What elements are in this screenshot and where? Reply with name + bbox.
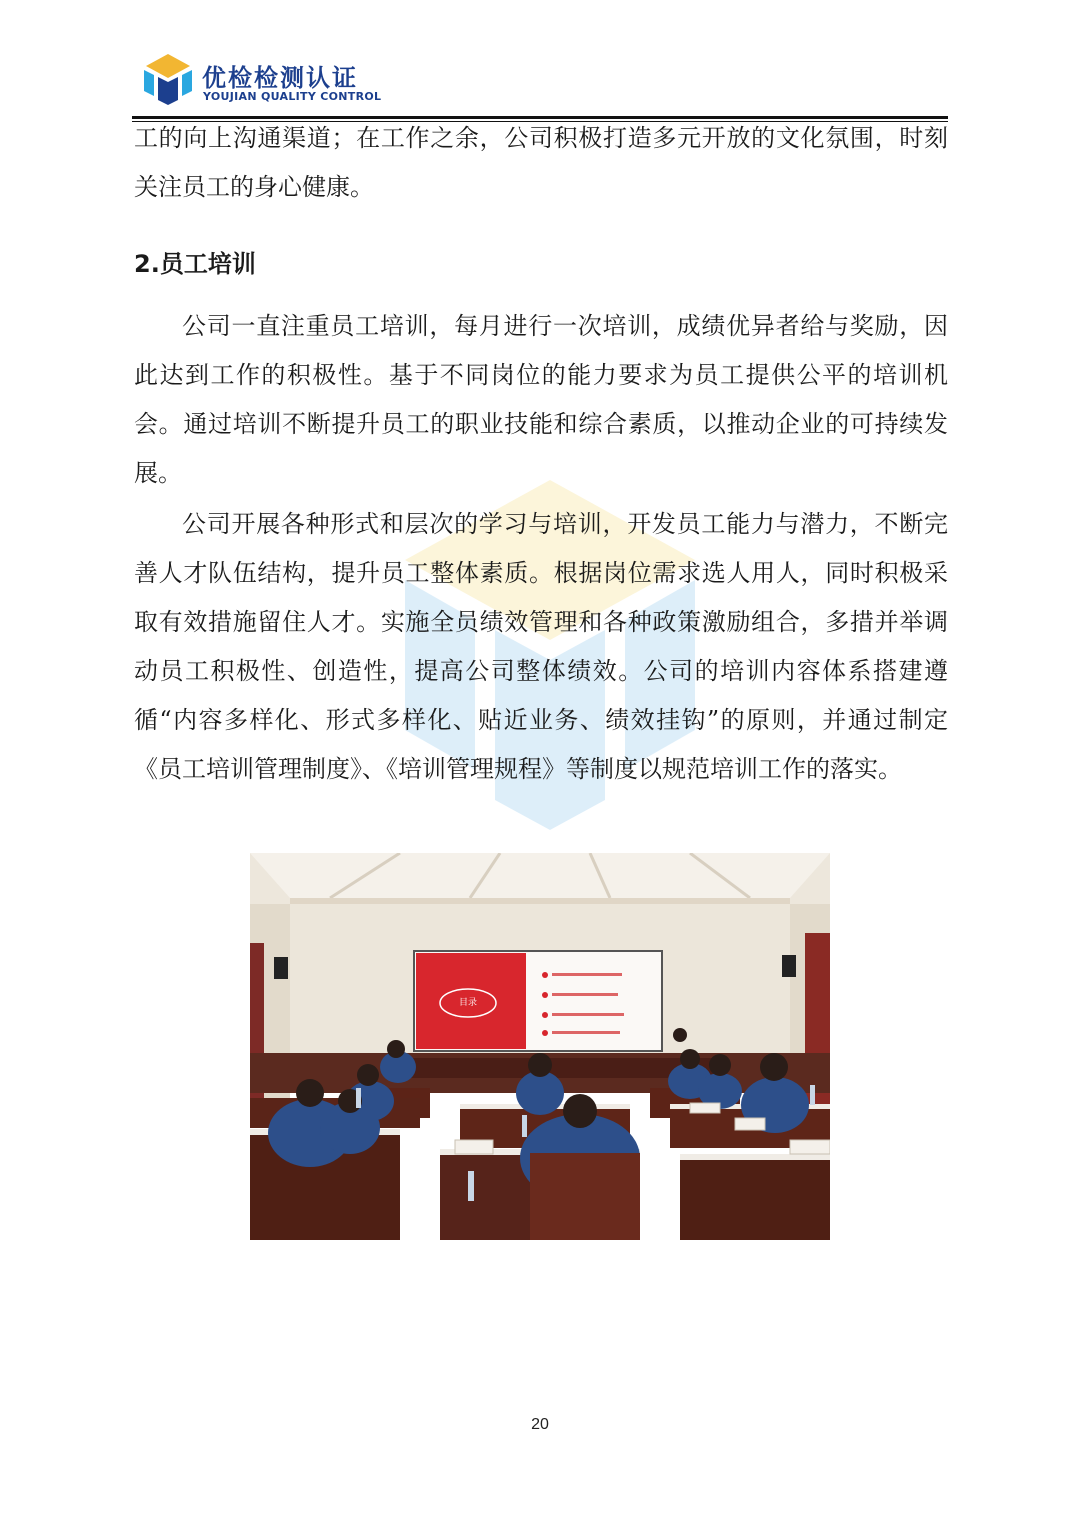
brand-name-cn: 优检检测认证 <box>202 64 358 92</box>
section-title: 2.员工培训 <box>134 250 256 278</box>
paragraph-training-2: 公司开展各种形式和层次的学习与培训，开发员工能力与潜力，不断完善人才队伍结构，提升员工整体素质。根据岗位需求选人用人，同时积极采取有效措施留住人才。实施全员绩效管理和各种政策激励组合，多措并举调动员工积极性、创造性，提高公司整体绩效。公司的培训内容体系搭建遵循“内容多样化、形式多样化、贴近业务、绩效挂钩”的原则，并通过制定《员工培训管理制度》、《培训管理规程》等制度以规范培训工作的落实。 <box>134 510 948 783</box>
training-session-photo <box>250 853 830 1240</box>
screen-title: 目录 <box>458 998 478 1008</box>
continued-paragraph: 工的向上沟通渠道；在工作之余，公司积极打造多元开放的文化氛围，时刻关注员工的身心健康。 <box>134 124 948 201</box>
paragraph-training-1: 公司一直注重员工培训，每月进行一次培训，成绩优异者给与奖励，因此达到工作的积极性。基于不同岗位的能力要求为员工提供公平的培训机会。通过培训不断提升员工的职业技能和综合素质，以推动企业的可持续发展。 <box>134 312 948 487</box>
company-logo-icon <box>142 52 194 106</box>
brand-name-en: YOUJIAN QUALITY CONTROL <box>203 90 382 103</box>
page-number: 20 <box>531 1416 549 1433</box>
page-header <box>132 50 948 122</box>
